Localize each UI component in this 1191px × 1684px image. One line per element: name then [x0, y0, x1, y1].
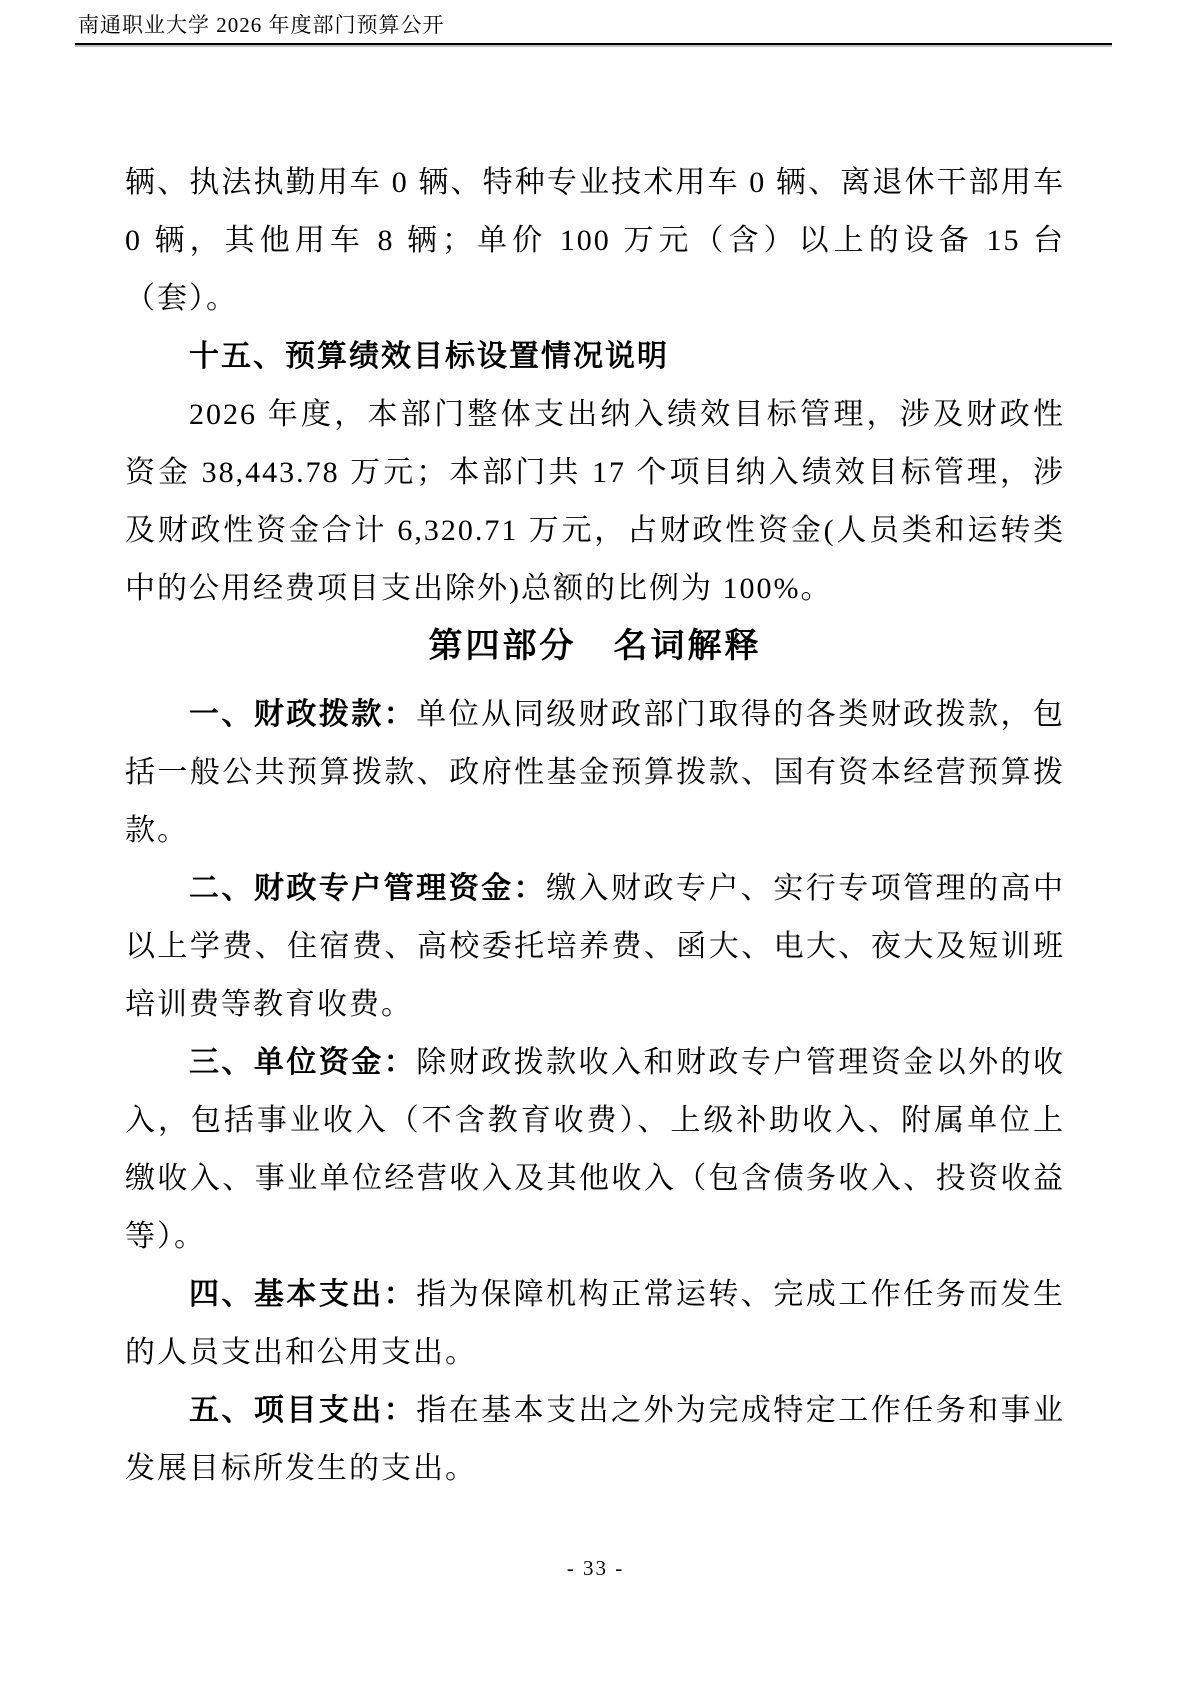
- term-paragraph-2: [125, 860, 1065, 1034]
- header-rule: [75, 43, 1112, 45]
- page-header: [75, 12, 1112, 45]
- term-2-lead: 二、财政专户管理资金：: [189, 872, 547, 905]
- document-body: [125, 154, 1065, 1498]
- term-4-lead: 四、基本支出：: [189, 1278, 417, 1311]
- section-15-paragraph: 2026 年度，本部门整体支出纳入绩效目标管理，涉及财政性资金 38,443.78 万元；本部门共 17 个项目纳入绩效目标管理，涉及财政性资金合计 6,320.71 万元，占财政性资金(人员类和运转类中的公用经费项目支出除外)总额的比例为 100%。: [125, 398, 1065, 605]
- term-paragraph-4: [125, 1266, 1065, 1382]
- term-1-lead: 一、财政拨款：: [189, 698, 417, 731]
- part-4-heading: 第四部分 名词解释: [428, 628, 762, 665]
- section-15-heading: 十五、预算绩效目标设置情况说明: [189, 340, 669, 373]
- term-5-lead: 五、项目支出：: [189, 1394, 417, 1427]
- term-2-body: 缴入财政专户、实行专项管理的高中以上学费、住宿费、高校委托培养费、函大、电大、夜大及短训班培训费等教育收费。: [125, 872, 1066, 1021]
- header-title: 南通职业大学 2026 年度部门预算公开: [78, 13, 445, 37]
- term-4-body: 指为保障机构正常运转、完成工作任务而发生的人员支出和公用支出。: [125, 1278, 1066, 1369]
- term-paragraph-5: [125, 1382, 1065, 1498]
- paragraph-vehicle-continuation: 辆、执法执勤用车 0 辆、特种专业技术用车 0 辆、离退休干部用车 0 辆，其他用车 8 辆；单价 100 万元（含）以上的设备 15 台（套）。: [125, 166, 1065, 315]
- page-number: - 33 -: [566, 1556, 625, 1580]
- term-5-body: 指在基本支出之外为完成特定工作任务和事业发展目标所发生的支出。: [125, 1394, 1066, 1485]
- term-1-body: 单位从同级财政部门取得的各类财政拨款，包括一般公共预算拨款、政府性基金预算拨款、国有资本经营预算拨款。: [125, 698, 1066, 847]
- term-paragraph-3: [125, 1034, 1065, 1266]
- term-3-body: 除财政拨款收入和财政专户管理资金以外的收入，包括事业收入（不含教育收费）、上级补助收入、附属单位上缴收入、事业单位经营收入及其他收入（包含债务收入、投资收益等）。: [125, 1046, 1066, 1253]
- term-3-lead: 三、单位资金：: [189, 1046, 417, 1079]
- term-paragraph-1: [125, 686, 1065, 860]
